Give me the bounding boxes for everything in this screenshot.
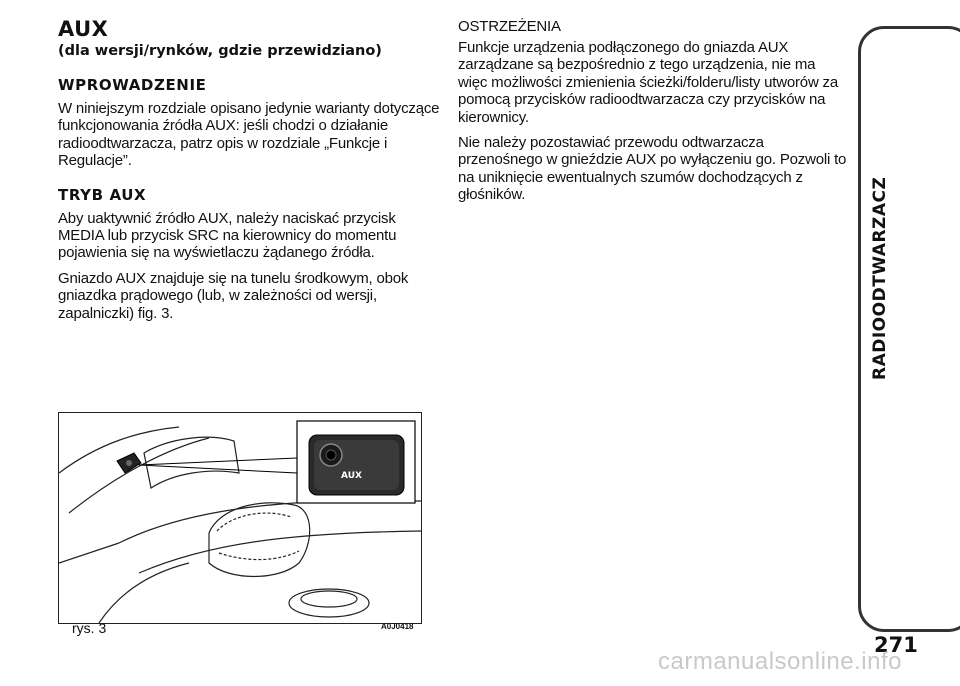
section-subtitle: (dla wersji/rynków, gdzie przewidziano) (58, 43, 382, 59)
warning-paragraph-1: Funkcje urządzenia podłączonego do gniazda AUX zarządzane są bezpośrednio z tego urządzenia, nie ma więc możliwości zmienienia ścieżki/folderu/listy utworów za pomocą przycisków radioodtwarzacza czy przycisków na kierownicy. (458, 39, 838, 126)
intro-paragraph: W niniejszym rozdziale opisano jedynie warianty dotyczące funkcjonowania źródła AUX: jeśli chodzi o działanie radioodtwarzacza, patrz opis w rozdziale „Funkcje i Regulacje”. (58, 100, 440, 170)
warning-title: OSTRZEŻENIA (458, 18, 561, 35)
chapter-tab-label: RADIOODTWARZACZ (870, 176, 890, 380)
right-column (458, 18, 848, 212)
console-illustration (59, 413, 421, 623)
figure-code: A0J0418 (381, 622, 414, 631)
warning-paragraph-2: Nie należy pozostawiać przewodu odtwarzacza przenośnego w gnieździe AUX po wyłączeniu go. Pozwoli to na uniknięcie ewentualnych szumów dochodzących z głośników. (458, 134, 847, 204)
watermark: carmanualsonline.info (658, 648, 902, 675)
section-title: AUX (58, 17, 109, 41)
aux-mode-heading: TRYB AUX (58, 185, 147, 204)
intro-heading: WPROWADZENIE (58, 76, 207, 94)
aux-socket-location (117, 453, 141, 473)
page-number: 271 (874, 633, 918, 657)
aux-mode-paragraph-1: Aby uaktywnić źródło AUX, należy naciskać przycisk MEDIA lub przycisk SRC na kierownicy do momentu pojawienia się na wyświetlaczu żądanego źródła. (58, 209, 397, 262)
aux-socket-detail (309, 435, 404, 495)
aux-socket-label: AUX (341, 471, 362, 481)
aux-mode-paragraph-2: Gniazdo AUX znajduje się na tunelu środkowym, obok gniazdka prądowego (lub, w zależności od wersji, zapalniczki) fig. 3. (58, 269, 409, 322)
figure-center-console (58, 412, 422, 624)
figure-caption: rys. 3 (72, 620, 107, 636)
left-column (58, 18, 443, 330)
